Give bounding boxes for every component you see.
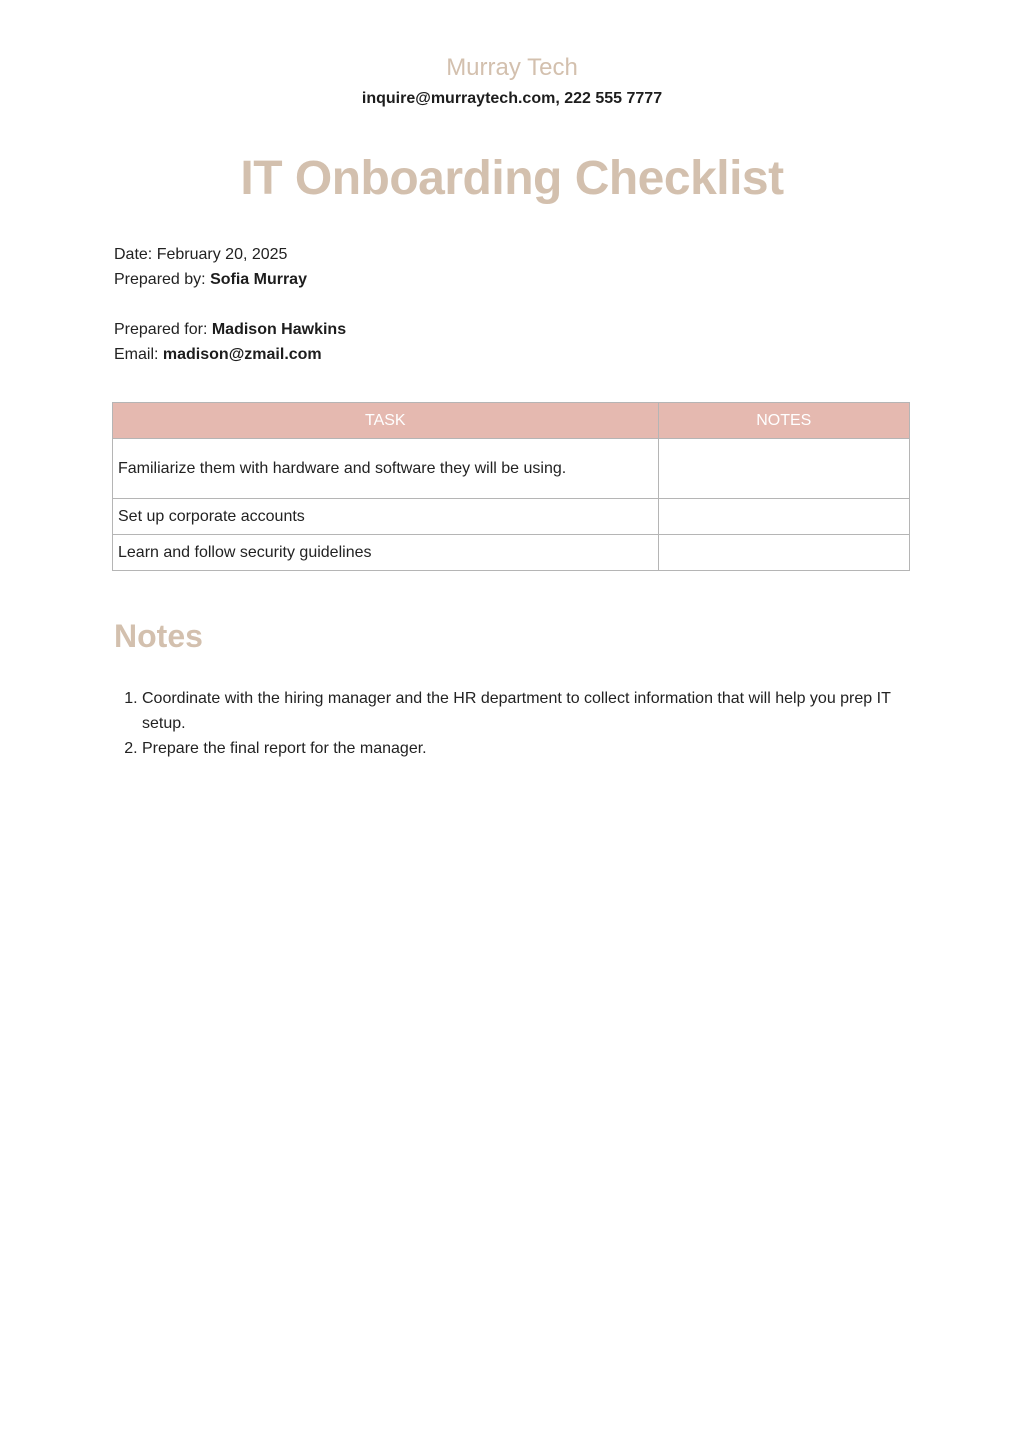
column-header-task: TASK bbox=[113, 403, 659, 439]
list-item: 2. Prepare the final report for the manager. bbox=[142, 736, 904, 761]
meta-date-label: Date: bbox=[114, 246, 153, 263]
notes-cell[interactable] bbox=[658, 499, 909, 535]
meta-prepared-for-label: Prepared for: bbox=[114, 321, 208, 338]
meta-prepared-by-label: Prepared by: bbox=[114, 271, 206, 288]
column-header-notes: NOTES bbox=[658, 403, 909, 439]
company-name: Murray Tech bbox=[446, 54, 578, 81]
task-cell: Learn and follow security guidelines bbox=[113, 535, 659, 571]
meta-date-value: February 20, 2025 bbox=[156, 246, 288, 263]
meta-prepared-by bbox=[114, 270, 307, 290]
company-contact: inquire@murraytech.com, 222 555 7777 bbox=[361, 90, 663, 107]
notes-cell[interactable] bbox=[658, 439, 909, 499]
meta-email-label: Email: bbox=[114, 346, 159, 363]
table-row bbox=[113, 439, 910, 499]
notes-list bbox=[114, 686, 904, 761]
notes-cell[interactable] bbox=[658, 535, 909, 571]
meta-prepared-by-value: Sofia Murray bbox=[210, 271, 307, 288]
meta-prepared-for bbox=[114, 320, 346, 340]
task-cell: Familiarize them with hardware and software they will be using. bbox=[113, 439, 659, 499]
task-cell: Set up corporate accounts bbox=[113, 499, 659, 535]
list-item: 1. Coordinate with the hiring manager and the HR department to collect information that will help you prep IT setup. bbox=[142, 686, 904, 736]
meta-email-value: madison@zmail.com bbox=[162, 346, 322, 363]
meta-prepared-for-value: Madison Hawkins bbox=[211, 321, 347, 338]
table-header-row bbox=[113, 403, 910, 439]
notes-heading: Notes bbox=[114, 618, 203, 654]
document-title: IT Onboarding Checklist bbox=[240, 152, 784, 205]
table-row bbox=[113, 535, 910, 571]
table-row bbox=[113, 499, 910, 535]
checklist-table bbox=[112, 402, 910, 571]
meta-date bbox=[114, 245, 287, 265]
meta-email bbox=[114, 345, 322, 365]
